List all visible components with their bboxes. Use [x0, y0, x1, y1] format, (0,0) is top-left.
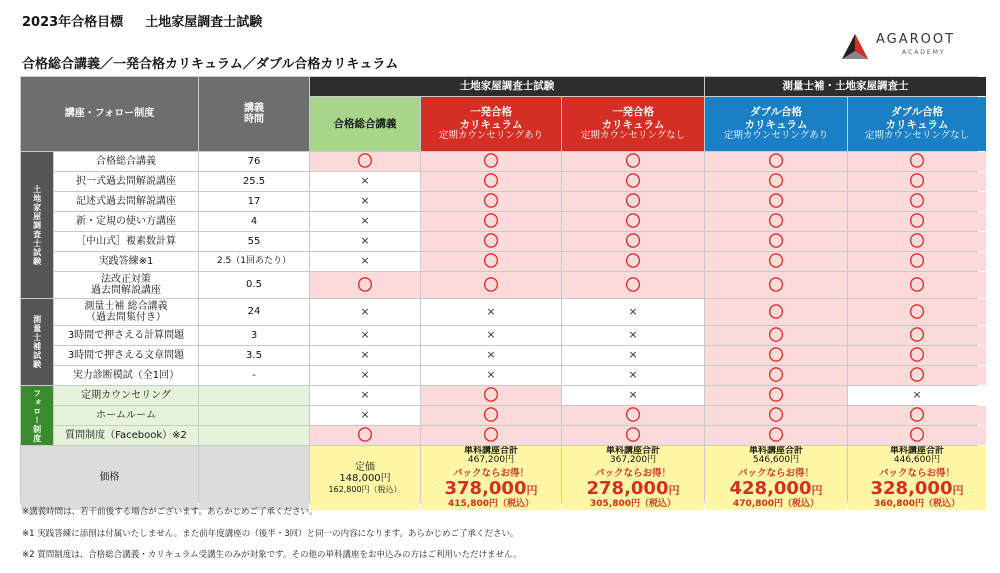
footnote-2: ※1 実践答練に添削は付属いたしません。また前年度講座の（後半・3回）と同一の内容になります。あらかじめご了承ください。 — [22, 528, 519, 539]
circle-icon: 〇 — [768, 232, 784, 250]
mark-cell — [562, 212, 704, 231]
mark-cell — [421, 272, 561, 298]
row-hours — [199, 172, 309, 191]
mark-cell — [705, 299, 847, 325]
circle-icon: 〇 — [625, 275, 641, 294]
circle-icon: 〇 — [768, 275, 784, 294]
circle-icon: 〇 — [483, 152, 499, 170]
circle-icon: 〇 — [768, 386, 784, 404]
mark-cell — [848, 366, 986, 385]
row-hours-text: 24 — [247, 306, 261, 318]
section-label-2 — [21, 299, 53, 385]
circle-icon: 〇 — [909, 172, 925, 190]
circle-icon: 〇 — [909, 406, 925, 424]
section-label-3 — [21, 386, 53, 445]
row-hours — [199, 386, 309, 405]
circle-icon: 〇 — [357, 152, 373, 170]
mark-cell — [421, 192, 561, 211]
row-hours — [199, 192, 309, 211]
plan-header-3 — [562, 97, 704, 151]
circle-icon: 〇 — [768, 172, 784, 190]
price-main-unit: 円 — [668, 484, 680, 498]
mark-cell — [421, 366, 561, 385]
circle-icon: 〇 — [909, 252, 925, 270]
price-main — [871, 480, 964, 499]
circle-icon: 〇 — [483, 212, 499, 230]
circle-icon: 〇 — [768, 192, 784, 210]
circle-icon: 〇 — [768, 326, 784, 344]
price-tax: 415,800円（税込） — [448, 499, 534, 510]
mark-cell — [562, 232, 704, 251]
row-name-text: ［中山式］複素数計算 — [76, 236, 176, 247]
circle-icon: 〇 — [483, 426, 499, 444]
cross-icon: × — [628, 388, 638, 402]
price-main — [587, 480, 680, 499]
price-total-label: 単科講座合計 — [605, 446, 660, 456]
section-label-1 — [21, 152, 53, 298]
price-main-unit: 円 — [526, 484, 538, 498]
header-group-exam — [310, 77, 704, 96]
circle-icon: 〇 — [909, 366, 925, 384]
price-total-label: 単科講座合計 — [463, 446, 518, 456]
plan-sub: 定期カウンセリングあり — [723, 129, 829, 141]
price-main — [445, 480, 538, 499]
circle-icon: 〇 — [357, 275, 373, 294]
mark-cell — [310, 326, 420, 345]
circle-icon: 〇 — [625, 252, 641, 270]
mark-cell — [310, 252, 420, 271]
price-tax: 305,800円（税込） — [590, 499, 676, 510]
mark-cell — [848, 232, 986, 251]
circle-icon: 〇 — [909, 152, 925, 170]
mark-cell — [310, 346, 420, 365]
mark-cell — [705, 212, 847, 231]
mark-cell — [421, 212, 561, 231]
row-hours-text: 0.5 — [246, 279, 262, 291]
price-pack-label: パックならお得！ — [878, 468, 955, 480]
row-name-text: ホームルーム — [96, 410, 156, 421]
circle-icon: 〇 — [768, 406, 784, 424]
cross-icon: × — [360, 254, 370, 268]
mark-cell — [421, 172, 561, 191]
row-hours-text: 2.5（1回あたり） — [216, 256, 292, 267]
row-name — [54, 212, 198, 231]
mark-cell — [848, 299, 986, 325]
mark-cell — [848, 252, 986, 271]
circle-icon: 〇 — [768, 366, 784, 384]
mark-cell — [310, 272, 420, 298]
cross-icon: × — [360, 304, 370, 318]
row-hours — [199, 232, 309, 251]
row-name-text: 実力診断模試（全1回） — [72, 370, 180, 381]
price-total — [606, 447, 660, 467]
circle-icon: 〇 — [909, 212, 925, 230]
cross-icon: × — [486, 304, 496, 318]
logo-brand: AGAROOT — [876, 32, 956, 47]
mark-cell — [705, 172, 847, 191]
mark-cell — [848, 406, 986, 425]
circle-icon: 〇 — [768, 302, 784, 321]
brand-logo — [840, 32, 980, 64]
circle-icon: 〇 — [625, 152, 641, 170]
cross-icon: × — [912, 388, 922, 402]
row-hours-text: 76 — [247, 155, 261, 167]
mark-cell — [562, 426, 704, 445]
row-name-text: 新・定規の使い方講座 — [76, 216, 176, 227]
price-total-value: 546,600円 — [752, 455, 800, 466]
mark-cell — [421, 252, 561, 271]
row-name — [54, 152, 198, 171]
row-name-text: 法改正対策 過去問解説講座 — [91, 274, 161, 296]
price-pack-label: パックならお得！ — [594, 468, 671, 480]
circle-icon: 〇 — [768, 252, 784, 270]
mark-cell — [562, 326, 704, 345]
circle-icon: 〇 — [625, 232, 641, 250]
row-hours — [199, 406, 309, 425]
row-hours — [199, 212, 309, 231]
price-label — [21, 446, 198, 510]
cross-icon: × — [360, 348, 370, 362]
cross-icon: × — [628, 304, 638, 318]
header-hours — [199, 77, 309, 151]
plan-header-1 — [310, 97, 420, 151]
cross-icon: × — [360, 234, 370, 248]
circle-icon: 〇 — [483, 192, 499, 210]
row-hours — [199, 326, 309, 345]
row-hours-text: 25.5 — [242, 175, 266, 187]
mark-cell — [705, 152, 847, 171]
circle-icon: 〇 — [483, 406, 499, 424]
teika-label: 定価 — [355, 461, 375, 473]
plan-name: ダブル合格 カリキュラム — [885, 106, 949, 131]
mark-cell — [562, 152, 704, 171]
mark-cell — [562, 366, 704, 385]
price-total-label: 単科講座合計 — [748, 446, 803, 456]
price-plan-4 — [848, 446, 986, 510]
row-name-text: 択一式過去問解説講座 — [76, 176, 176, 187]
mark-cell — [310, 232, 420, 251]
plan-header-4 — [705, 97, 847, 151]
mark-cell — [848, 426, 986, 445]
row-hours — [199, 366, 309, 385]
cross-icon: × — [360, 408, 370, 422]
price-total-label: 単科講座合計 — [889, 446, 944, 456]
mark-cell — [562, 272, 704, 298]
mark-cell — [421, 346, 561, 365]
circle-icon: 〇 — [768, 152, 784, 170]
row-name — [54, 172, 198, 191]
cross-icon: × — [628, 348, 638, 362]
row-name-text: 測量士補 総合講義 （過去問集付き） — [84, 301, 168, 323]
mark-cell — [705, 426, 847, 445]
price-total — [890, 447, 944, 467]
mark-cell — [705, 252, 847, 271]
teika-value: 148,000円 — [339, 473, 391, 485]
logo-triangle-icon — [840, 32, 870, 62]
page-subtitle: 合格総合講義／一発合格カリキュラム／ダブル合格カリキュラム — [22, 57, 399, 72]
mark-cell — [310, 366, 420, 385]
circle-icon: 〇 — [909, 326, 925, 344]
mark-cell — [705, 366, 847, 385]
row-hours — [199, 346, 309, 365]
mark-cell — [310, 406, 420, 425]
footnotes — [22, 508, 521, 573]
mark-cell — [421, 232, 561, 251]
header-hours-label: 講義 時間 — [244, 102, 264, 125]
row-name — [54, 406, 198, 425]
mark-cell — [705, 326, 847, 345]
row-name-text: 3時間で押さえる計算問題 — [67, 330, 185, 341]
section-label-text: フォロー制度 — [32, 388, 42, 443]
price-pack-label: パックならお得！ — [737, 468, 814, 480]
mark-cell — [310, 212, 420, 231]
plan-name: 一発合格 カリキュラム — [459, 106, 523, 131]
header-course — [21, 77, 198, 151]
cross-icon: × — [360, 328, 370, 342]
row-name — [54, 232, 198, 251]
circle-icon: 〇 — [768, 346, 784, 364]
price-pack-label: パックならお得！ — [452, 468, 529, 480]
price-teika — [310, 446, 420, 510]
price-main-unit: 円 — [811, 484, 823, 498]
mark-cell — [310, 152, 420, 171]
row-hours-text: 55 — [247, 235, 261, 247]
row-hours — [199, 426, 309, 445]
row-hours-text: - — [252, 369, 256, 381]
circle-icon: 〇 — [625, 426, 641, 444]
mark-cell — [705, 386, 847, 405]
header-course-label: 講座・フォロー制度 — [64, 108, 155, 120]
curriculum-table — [20, 76, 978, 510]
mark-cell — [421, 386, 561, 405]
mark-cell — [848, 212, 986, 231]
circle-icon: 〇 — [625, 212, 641, 230]
price-tax: 360,800円（税込） — [874, 499, 960, 510]
row-hours-text: 17 — [247, 195, 261, 207]
teika-tax: 162,800円（税込） — [328, 484, 402, 494]
row-name-text: 記述式過去問解説講座 — [76, 196, 176, 207]
price-plan-2 — [562, 446, 704, 510]
circle-icon: 〇 — [625, 172, 641, 190]
mark-cell — [310, 192, 420, 211]
circle-icon: 〇 — [909, 232, 925, 250]
circle-icon: 〇 — [909, 426, 925, 444]
price-main-value: 428,000 — [729, 478, 812, 500]
row-name — [54, 426, 198, 445]
circle-icon: 〇 — [909, 302, 925, 321]
mark-cell — [848, 386, 986, 405]
logo-sub: ACADEMY — [902, 49, 946, 56]
price-total-value: 446,600円 — [893, 455, 941, 466]
price-total — [464, 447, 518, 467]
mark-cell — [562, 406, 704, 425]
price-main-value: 278,000 — [586, 478, 669, 500]
title-year: 2023年合格目標 — [22, 15, 124, 30]
footnote-1: ※講義時間は、若干前後する場合がございます。あらかじめご了承ください。 — [22, 507, 318, 517]
circle-icon: 〇 — [909, 346, 925, 364]
row-name — [54, 366, 198, 385]
row-name-text: 実践答練※1 — [98, 256, 154, 267]
cross-icon: × — [360, 368, 370, 382]
header-group-double — [705, 77, 986, 96]
header-group-double-label: 測量士補・土地家屋調査士 — [782, 80, 909, 93]
price-tax: 470,800円（税込） — [733, 499, 819, 510]
mark-cell — [848, 172, 986, 191]
row-name-text: 定期カウンセリング — [81, 390, 171, 401]
circle-icon: 〇 — [483, 386, 499, 404]
row-name — [54, 326, 198, 345]
cross-icon: × — [628, 328, 638, 342]
mark-cell — [421, 406, 561, 425]
plan-sub: 定期カウンセリングなし — [580, 129, 686, 141]
cross-icon: × — [360, 194, 370, 208]
plan-name: ダブル合格 カリキュラム — [744, 106, 808, 131]
row-name — [54, 386, 198, 405]
mark-cell — [421, 299, 561, 325]
price-total-value: 467,200円 — [467, 455, 515, 466]
cross-icon: × — [486, 328, 496, 342]
title-exam: 土地家屋調査士試験 — [145, 15, 263, 30]
mark-cell — [705, 406, 847, 425]
row-hours — [199, 152, 309, 171]
mark-cell — [562, 252, 704, 271]
circle-icon: 〇 — [625, 406, 641, 424]
circle-icon: 〇 — [768, 212, 784, 230]
circle-icon: 〇 — [625, 192, 641, 210]
plan-name: 一発合格 カリキュラム — [601, 106, 665, 131]
price-main-unit: 円 — [952, 484, 964, 498]
cross-icon: × — [486, 348, 496, 362]
price-hours-empty — [199, 446, 309, 510]
mark-cell — [848, 192, 986, 211]
mark-cell — [705, 346, 847, 365]
cross-icon: × — [360, 388, 370, 402]
row-name — [54, 299, 198, 325]
plan-name: 合格総合講義 — [333, 117, 397, 130]
row-hours-text: 3.5 — [246, 349, 262, 361]
circle-icon: 〇 — [768, 426, 784, 444]
cross-icon: × — [628, 368, 638, 382]
row-hours — [199, 272, 309, 298]
circle-icon: 〇 — [483, 172, 499, 190]
mark-cell — [421, 426, 561, 445]
mark-cell — [421, 326, 561, 345]
row-name — [54, 346, 198, 365]
cross-icon: × — [360, 174, 370, 188]
mark-cell — [421, 152, 561, 171]
mark-cell — [562, 299, 704, 325]
mark-cell — [562, 346, 704, 365]
plan-sub: 定期カウンセリングなし — [864, 129, 970, 141]
row-hours-text: 4 — [250, 215, 258, 227]
price-main-value: 378,000 — [444, 478, 527, 500]
mark-cell — [310, 426, 420, 445]
row-name — [54, 192, 198, 211]
row-name-text: 合格総合講義 — [96, 156, 156, 167]
cross-icon: × — [360, 214, 370, 228]
section-label-text: 土地家屋調査士試験 — [32, 184, 42, 266]
row-name — [54, 252, 198, 271]
row-name — [54, 272, 198, 298]
row-hours — [199, 252, 309, 271]
mark-cell — [848, 272, 986, 298]
row-hours — [199, 299, 309, 325]
mark-cell — [705, 232, 847, 251]
footnote-3: ※2 質問制度は、合格総合講義・カリキュラム受講生のみが対象です。その他の単科講座をお申込みの方はご利用いただけません。 — [22, 550, 522, 560]
cross-icon: × — [486, 368, 496, 382]
mark-cell — [848, 152, 986, 171]
mark-cell — [848, 326, 986, 345]
section-label-text: 測量士補試験 — [32, 315, 42, 369]
price-label-text: 価格 — [99, 472, 120, 484]
mark-cell — [310, 386, 420, 405]
mark-cell — [562, 386, 704, 405]
circle-icon: 〇 — [483, 252, 499, 270]
mark-cell — [310, 172, 420, 191]
circle-icon: 〇 — [483, 232, 499, 250]
mark-cell — [705, 192, 847, 211]
price-main — [730, 480, 823, 499]
row-name-text: 3時間で押さえる文章問題 — [67, 350, 185, 361]
plan-header-2 — [421, 97, 561, 151]
circle-icon: 〇 — [357, 426, 373, 444]
price-total — [749, 447, 803, 467]
mark-cell — [562, 192, 704, 211]
row-hours-text: 3 — [250, 329, 258, 341]
price-plan-1 — [421, 446, 561, 510]
mark-cell — [310, 299, 420, 325]
header-group-exam-label: 土地家屋調査士試験 — [459, 80, 555, 93]
circle-icon: 〇 — [909, 275, 925, 294]
mark-cell — [562, 172, 704, 191]
plan-header-5 — [848, 97, 986, 151]
plan-sub: 定期カウンセリングあり — [438, 129, 544, 141]
mark-cell — [848, 346, 986, 365]
row-name-text: 質問制度（Facebook）※2 — [65, 430, 187, 441]
page-title — [22, 11, 262, 30]
circle-icon: 〇 — [483, 275, 499, 294]
price-total-value: 367,200円 — [609, 455, 657, 466]
mark-cell — [705, 272, 847, 298]
price-plan-3 — [705, 446, 847, 510]
circle-icon: 〇 — [909, 192, 925, 210]
price-main-value: 328,000 — [870, 478, 953, 500]
